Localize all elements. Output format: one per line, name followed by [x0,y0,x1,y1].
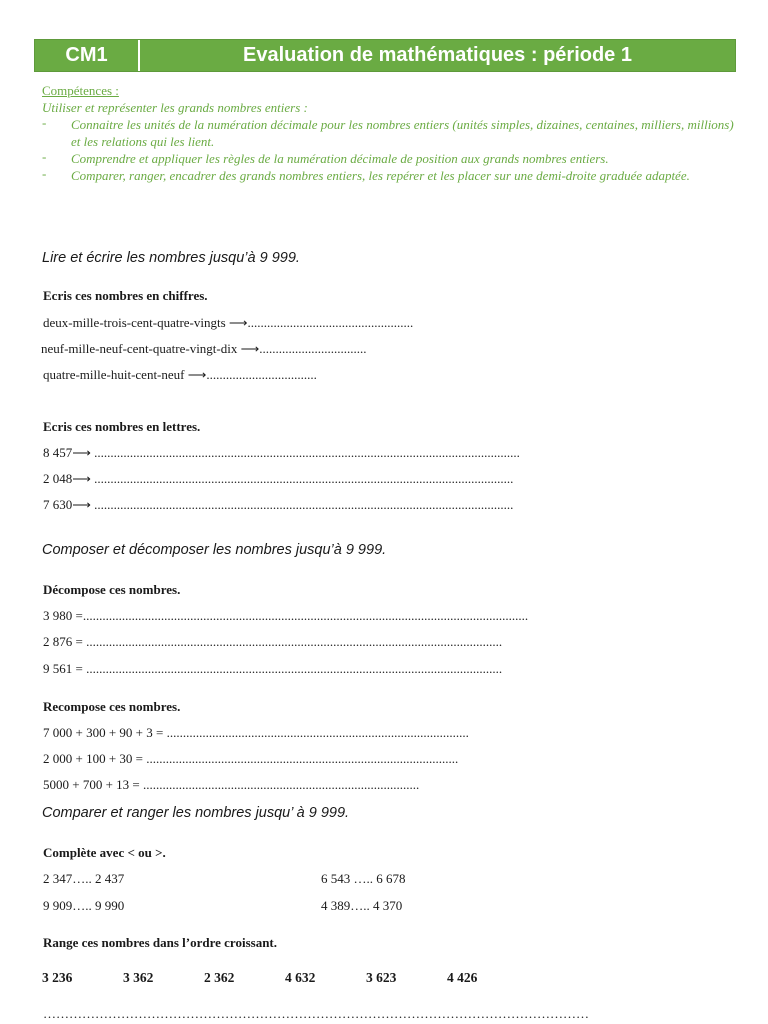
exercise-line[interactable]: 8 457⟶ ................................................................................................................................... [43,445,520,460]
rank-number: 3 362 [123,970,154,985]
competence-item: - Comprendre et appliquer les règles de la numération décimale de position aux grands nombres entiers. [42,149,609,166]
exercise-line[interactable]: 9 561 = ................................................................................................................................ [43,661,503,676]
exercise-line[interactable]: 7 630⟶ ................................................................................................................................. [43,497,514,512]
exercise-line[interactable]: deux-mille-trois-cent-quatre-vingts ⟶................................................... [43,315,414,330]
compare-item[interactable]: 2 347….. 2 437 [43,871,125,886]
compare-item[interactable]: 6 543 ….. 6 678 [321,871,406,886]
exercise-line[interactable]: 2 000 + 100 + 30 = ................................................................................................ [43,751,459,766]
competences-block [42,82,742,184]
order-answer-line[interactable]: ……………………………………………………………………………………………………………… [43,1006,589,1021]
section-title-read-write: Lire et écrire les nombres jusqu’à 9 999. [42,250,300,266]
rank-number: 4 426 [447,970,478,985]
instruction-order: Range ces nombres dans l’ordre croissant. [43,935,277,950]
instruction-recompose: Recompose ces nombres. [43,699,181,714]
section-title-compose: Composer et décomposer les nombres jusqu’à 9 999. [42,542,387,558]
competence-text: Connaitre les unités de la numération décimale pour les nombres entiers (unités simples, dizaines, centaines, milliers, millions) et les relations qui les lient. [71,117,734,149]
section-title-compare: Comparer et ranger les nombres jusqu’ à 9 999. [42,805,350,821]
exercise-line[interactable]: quatre-mille-huit-cent-neuf ⟶.................................. [43,367,317,382]
competences-title: Compétences : [42,83,119,98]
class-level: CM1 [35,40,140,71]
competence-item: - Comparer, ranger, encadrer des grands nombres entiers, les repérer et les placer sur une demi-droite graduée adaptée. [42,166,690,183]
exercise-line[interactable]: neuf-mille-neuf-cent-quatre-vingt-dix ⟶................................. [41,341,367,356]
exercise-line[interactable]: 3 980 =......................................................................................................................................... [43,608,529,623]
instruction-write-letters: Ecris ces nombres en lettres. [43,419,201,434]
competences-subtitle: Utiliser et représenter les grands nombres entiers : [42,100,308,115]
competences-list [42,116,742,184]
competence-item: - Connaitre les unités de la numération décimale pour les nombres entiers (unités simples, dizaines, centaines, milliers, millions) et les relations qui les lient. [42,115,734,149]
competence-text: Comprendre et appliquer les règles de la numération décimale de position aux grands nombres entiers. [71,151,609,166]
exercise-line[interactable]: 2 048⟶ ................................................................................................................................. [43,471,514,486]
exercise-line[interactable]: 2 876 = ................................................................................................................................ [43,634,503,649]
page-title: Evaluation de mathématiques : période 1 [243,44,632,66]
rank-number: 3 236 [42,970,73,985]
compare-item[interactable]: 9 909….. 9 990 [43,898,125,913]
title-banner [34,39,736,72]
exercise-line[interactable]: 7 000 + 300 + 90 + 3 = ............................................................................................. [43,725,469,740]
instruction-decompose: Décompose ces nombres. [43,582,181,597]
instruction-write-digits: Ecris ces nombres en chiffres. [43,288,208,303]
instruction-compare: Complète avec < ou >. [43,845,166,860]
compare-item[interactable]: 4 389….. 4 370 [321,898,403,913]
rank-number: 4 632 [285,970,316,985]
exercise-line[interactable]: 5000 + 700 + 13 = ..................................................................................... [43,777,420,792]
competence-text: Comparer, ranger, encadrer des grands nombres entiers, les repérer et les placer sur une demi-droite graduée adaptée. [71,168,690,183]
rank-number: 3 623 [366,970,397,985]
rank-number: 2 362 [204,970,235,985]
